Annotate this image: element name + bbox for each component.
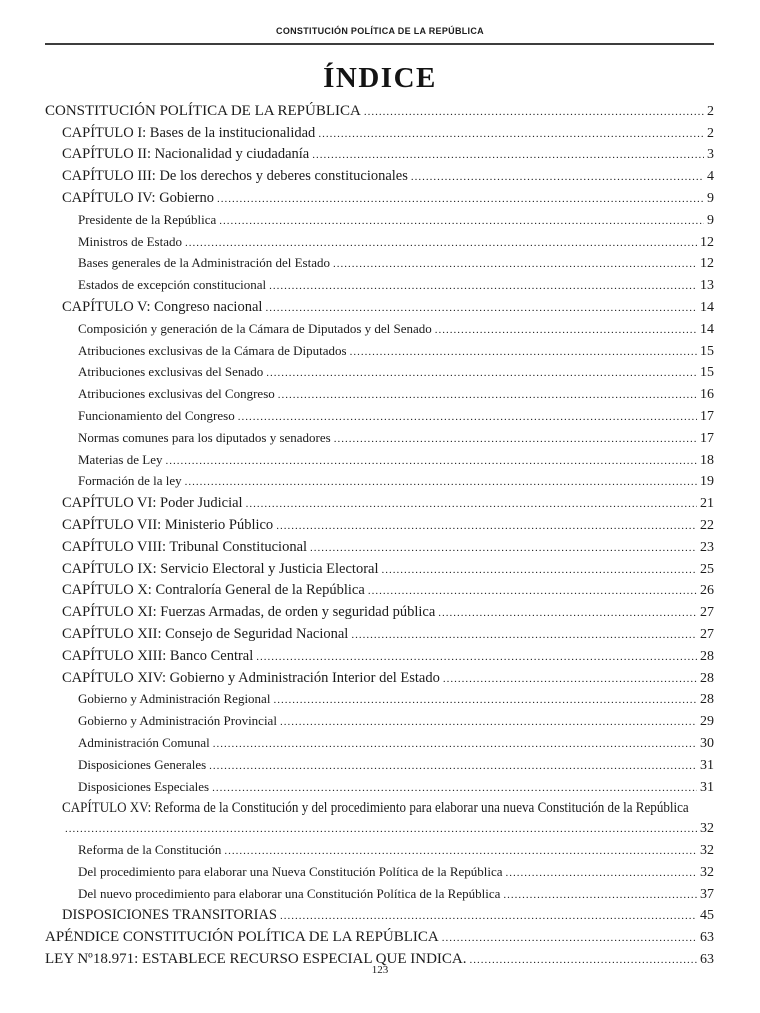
toc-entry-label: Del procedimiento para elaborar una Nueva Constitución Política de la República [78, 863, 503, 879]
dot-leader [185, 472, 697, 493]
toc-entry-page: 16 [700, 387, 714, 403]
dot-leader [503, 885, 697, 906]
toc-entry-page: 2 [707, 103, 714, 119]
toc-entry-page: 17 [700, 430, 714, 446]
toc-entry-label: CAPÍTULO XII: Consejo de Seguridad Nacional [62, 626, 349, 643]
dot-leader [382, 560, 698, 581]
toc-entry-label: CAPÍTULO III: De los derechos y deberes constitucionales [62, 168, 408, 185]
toc-entry-label: Atribuciones exclusivas del Congreso [78, 386, 275, 402]
dot-leader [280, 906, 697, 927]
dot-leader [333, 254, 697, 275]
toc-entry-page: 37 [700, 886, 714, 902]
dot-leader [506, 863, 697, 884]
toc-entry-page: 31 [700, 757, 714, 773]
dot-leader [443, 669, 697, 690]
toc-entry-label: CAPÍTULO VI: Poder Judicial [62, 495, 243, 512]
page-title: ÍNDICE [323, 62, 437, 94]
running-header-text: CONSTITUCIÓN POLÍTICA DE LA REPÚBLICA [276, 26, 484, 36]
toc-entry-label: Gobierno y Administración Provincial [78, 713, 277, 729]
toc-entry-label: CAPÍTULO VIII: Tribunal Constitucional [62, 538, 308, 555]
toc-entry [45, 602, 714, 624]
toc-entry [45, 319, 714, 341]
toc-entry-label: Disposiciones Especiales [78, 778, 210, 794]
dot-leader [65, 819, 697, 840]
toc-entry [45, 123, 714, 145]
footer-page-number: 123 [371, 964, 389, 976]
toc-entry-label: CAPÍTULO XIII: Banco Central [62, 647, 254, 664]
toc-entry-page: 31 [700, 779, 714, 795]
toc-entry-page: 30 [700, 736, 714, 751]
toc-entry-page: 15 [700, 343, 714, 359]
toc-entry-page: 4 [707, 169, 714, 185]
toc-entry-page: 9 [707, 212, 714, 228]
dot-leader [212, 778, 697, 799]
toc-entry [45, 733, 714, 755]
toc-entry-page: 14 [700, 321, 714, 337]
toc-entry [45, 515, 714, 537]
toc-entry-label: Reforma de la Constitución [78, 841, 222, 857]
toc-entry [45, 646, 714, 668]
dot-leader [438, 603, 697, 624]
dot-leader [411, 167, 704, 188]
toc-entry-page: 23 [700, 539, 714, 555]
toc-entry-page: 28 [700, 670, 714, 686]
dot-leader [278, 385, 697, 406]
toc-entry-label: DISPOSICIONES TRANSITORIAS [62, 907, 277, 924]
toc-entry [45, 471, 714, 493]
toc-entry-page: 15 [700, 365, 714, 381]
toc-entry-label: Atribuciones exclusivas del Senado [78, 364, 264, 380]
dot-leader [256, 647, 697, 668]
dot-leader [246, 494, 697, 515]
toc-entry [45, 580, 714, 602]
dot-leader [209, 756, 697, 777]
dot-leader [238, 407, 697, 428]
toc-entry-page: 27 [700, 605, 714, 621]
toc-entry-page: 9 [707, 191, 714, 207]
toc-entry [45, 450, 714, 472]
toc-entry [45, 798, 714, 819]
toc-entry [45, 275, 714, 297]
toc-entry [45, 166, 714, 188]
dot-leader [219, 211, 704, 232]
toc-entry-page: 26 [700, 583, 714, 599]
toc-entry-label: Normas comunes para los diputados y senadores [78, 429, 331, 445]
toc-entry-page: 13 [700, 278, 714, 294]
toc-entry-page: 12 [700, 256, 714, 272]
toc-entry-page: 63 [700, 951, 714, 967]
dot-leader [350, 342, 697, 363]
toc-entry-page: 2 [707, 125, 714, 141]
toc-entry [45, 384, 714, 406]
toc-entry [45, 101, 714, 123]
dot-leader [185, 233, 697, 254]
toc-entry-label: CAPÍTULO VII: Ministerio Público [62, 517, 274, 534]
toc-entry [45, 406, 714, 428]
toc-entry-page: 21 [700, 496, 714, 512]
dot-leader [269, 276, 697, 297]
toc-entry-label: LEY Nº18.971: ESTABLECE RECURSO ESPECIAL QUE INDICA. [45, 950, 467, 967]
toc-entry-label: Disposiciones Generales [78, 756, 207, 772]
toc-entry-label: CAPÍTULO IV: Gobierno [62, 190, 214, 207]
toc-entry-label: CAPÍTULO V: Congreso nacional [62, 299, 263, 316]
dot-leader [318, 124, 704, 145]
toc-entry [45, 210, 714, 232]
toc-entry [45, 777, 714, 799]
toc-entry-page: 18 [700, 452, 714, 468]
toc-entry [45, 341, 714, 363]
toc-entry-label: CAPÍTULO II: Nacionalidad y ciudadanía [62, 146, 310, 163]
toc-entry-label: Del nuevo procedimiento para elaborar una Constitución Política de la República [78, 885, 501, 901]
toc-entry-label: Materias de Ley [78, 451, 163, 467]
toc-entry-page: 63 [700, 930, 714, 946]
toc-entry-label: Ministros de Estado [78, 233, 182, 249]
toc-entry-continuation [45, 819, 714, 840]
toc-entry [45, 428, 714, 450]
table-of-contents [0, 101, 760, 971]
dot-leader [368, 581, 697, 602]
dot-leader [213, 734, 697, 755]
dot-leader [310, 538, 697, 559]
dot-leader [312, 145, 704, 166]
toc-entry-page: 32 [700, 864, 714, 880]
dot-leader [165, 451, 697, 472]
dot-leader [435, 320, 697, 341]
dot-leader [280, 712, 697, 733]
header-rule [45, 43, 714, 45]
dot-leader [351, 625, 697, 646]
toc-entry [45, 362, 714, 384]
toc-entry-label: APÉNDICE CONSTITUCIÓN POLÍTICA DE LA REPÚBLICA [45, 929, 439, 946]
toc-entry-page: 19 [700, 474, 714, 490]
toc-entry [45, 537, 714, 559]
toc-entry-page: 29 [700, 714, 714, 730]
dot-leader [266, 363, 697, 384]
toc-entry [45, 493, 714, 515]
toc-entry-page: 17 [700, 409, 714, 425]
dot-leader [273, 690, 697, 711]
toc-entry-label: Estados de excepción constitucional [78, 277, 267, 293]
toc-entry-page: 27 [700, 627, 714, 643]
toc-entry [45, 927, 714, 949]
toc-entry-label: Atribuciones exclusivas de la Cámara de Diputados [78, 342, 347, 358]
toc-entry-label: Formación de la ley [78, 473, 182, 489]
toc-entry-page: 25 [700, 561, 714, 577]
toc-entry-page: 28 [700, 692, 714, 708]
toc-entry [45, 188, 714, 210]
toc-entry [45, 862, 714, 884]
toc-entry-label: CAPÍTULO IX: Servicio Electoral y Justicia Electoral [62, 560, 379, 577]
toc-entry-label: Administración Comunal [78, 735, 210, 750]
toc-entry [45, 297, 714, 319]
toc-entry-page: 45 [700, 908, 714, 924]
toc-entry [45, 232, 714, 254]
toc-entry-label: CONSTITUCIÓN POLÍTICA DE LA REPÚBLICA [45, 102, 361, 119]
dot-leader [364, 102, 704, 123]
toc-entry-label: Funcionamiento del Congreso [78, 408, 235, 424]
toc-entry-page: 32 [700, 842, 714, 858]
toc-entry [45, 755, 714, 777]
toc-entry [45, 711, 714, 733]
toc-entry-page: 22 [700, 518, 714, 534]
toc-entry [45, 144, 714, 166]
toc-entry [45, 624, 714, 646]
toc-entry-label: CAPÍTULO XI: Fuerzas Armadas, de orden y seguridad pública [62, 604, 436, 621]
dot-leader [224, 841, 697, 862]
toc-entry [45, 689, 714, 711]
toc-entry-page: 12 [700, 234, 714, 250]
dot-leader [276, 516, 697, 537]
toc-entry-label: Presidente de la República [78, 211, 217, 227]
toc-entry-label: Bases generales de la Administración del Estado [78, 255, 330, 271]
dot-leader [265, 298, 697, 319]
dot-leader [334, 429, 697, 450]
toc-entry [45, 840, 714, 862]
toc-entry-page: 3 [707, 147, 714, 163]
toc-entry [45, 905, 714, 927]
dot-leader [442, 928, 697, 949]
toc-entry [45, 668, 714, 690]
toc-entry-page: 28 [700, 648, 714, 664]
toc-entry [45, 253, 714, 275]
toc-entry [45, 559, 714, 581]
toc-entry-page: 14 [700, 300, 714, 316]
toc-entry-label: CAPÍTULO XIV: Gobierno y Administración Interior del Estado [62, 669, 440, 686]
toc-entry-label: CAPÍTULO XV: Reforma de la Constitución y del procedimiento para elaborar una nueva Constitución de la República [62, 800, 689, 817]
toc-entry-label: CAPÍTULO I: Bases de la institucionalidad [62, 124, 316, 141]
page-footer [0, 964, 760, 976]
toc-entry-page: 32 [700, 821, 714, 837]
running-header [0, 0, 760, 36]
dot-leader [217, 189, 704, 210]
toc-entry [45, 884, 714, 906]
toc-entry-label: CAPÍTULO X: Contraloría General de la República [62, 582, 365, 599]
toc-entry-label: Composición y generación de la Cámara de Diputados y del Senado [78, 320, 432, 336]
toc-entry-label: Gobierno y Administración Regional [78, 691, 271, 707]
